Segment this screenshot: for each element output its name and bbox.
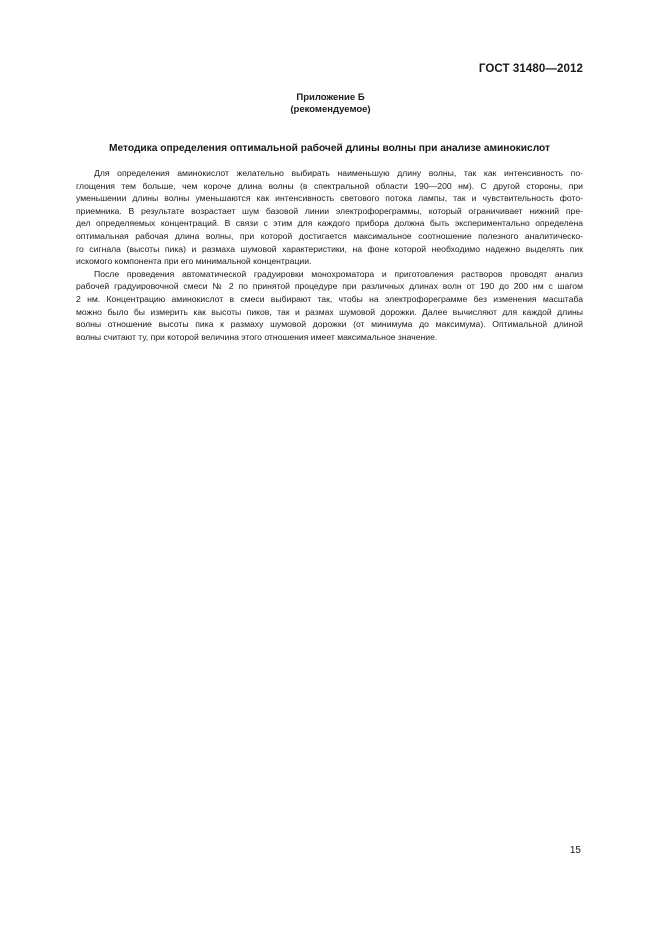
appendix-title: Приложение Б (296, 92, 365, 103)
text-line: оптимальная рабочая длина волны, при которой достигается максимальное соотношение полезного аналитическо- (76, 230, 583, 241)
text-line: 2 нм. Концентрацию аминокислот в смеси выбирают так, чтобы на электрофореграмме без изменения масштаба (76, 293, 583, 304)
text-line: приемника. В результате возрастает шум базовой линии электрофореграммы, который ограничивает нижний пре- (76, 205, 583, 216)
text-line: глощения тем больше, чем короче длина волны (в спектральной области 190—200 нм). С другой стороны, при (76, 180, 583, 191)
paragraph-1 (76, 167, 583, 268)
text-line: дел определяемых концентраций. В связи с этим для каждого прибора должна быть экспериментально определена (76, 218, 583, 229)
body-text (76, 167, 583, 343)
text-line: можно было бы измерить как высоты пиков, так и размах шумовой дорожки. Далее вычисляют для каждой длины (76, 306, 583, 317)
text-line: Для определения аминокислот желательно выбирать наименьшую длину волны, так как интенсивность по- (94, 168, 583, 178)
paragraph-2 (76, 268, 583, 344)
section-title: Методика определения оптимальной рабочей длины волны при анализе аминокислот (108, 143, 550, 154)
text-line: После проведения автоматической градуировки монохроматора и приготовления растворов проводят анализ (94, 268, 583, 279)
text-line: го сигнала (высоты пика) и размаха шумовой характеристики, на фоне которой необходимо надежно выделять пик (76, 243, 583, 254)
document-code: ГОСТ 31480—2012 (478, 63, 583, 75)
page-number: 15 (569, 845, 581, 856)
appendix-status: (рекомендуемое) (290, 104, 371, 115)
text-line: волны отношение высоты пика к размаху шумовой дорожки (от минимума до максимума). Оптимальной длиной (76, 319, 583, 330)
text-line: уменьшении длины волны уменьшаются как интенсивность светового потока лампы, так и чувствительность фото- (76, 193, 583, 204)
text-line: волны считают ту, при которой величина этого отношения имеет максимальное значение. (76, 331, 438, 342)
text-line: искомого компонента при его минимальной концентрации. (76, 256, 312, 267)
appendix-heading (0, 92, 661, 116)
text-line: рабочей градуировочной смеси № 2 по принятой процедуре при различных длинах волн от 190 до 200 нм с шагом (76, 281, 583, 292)
